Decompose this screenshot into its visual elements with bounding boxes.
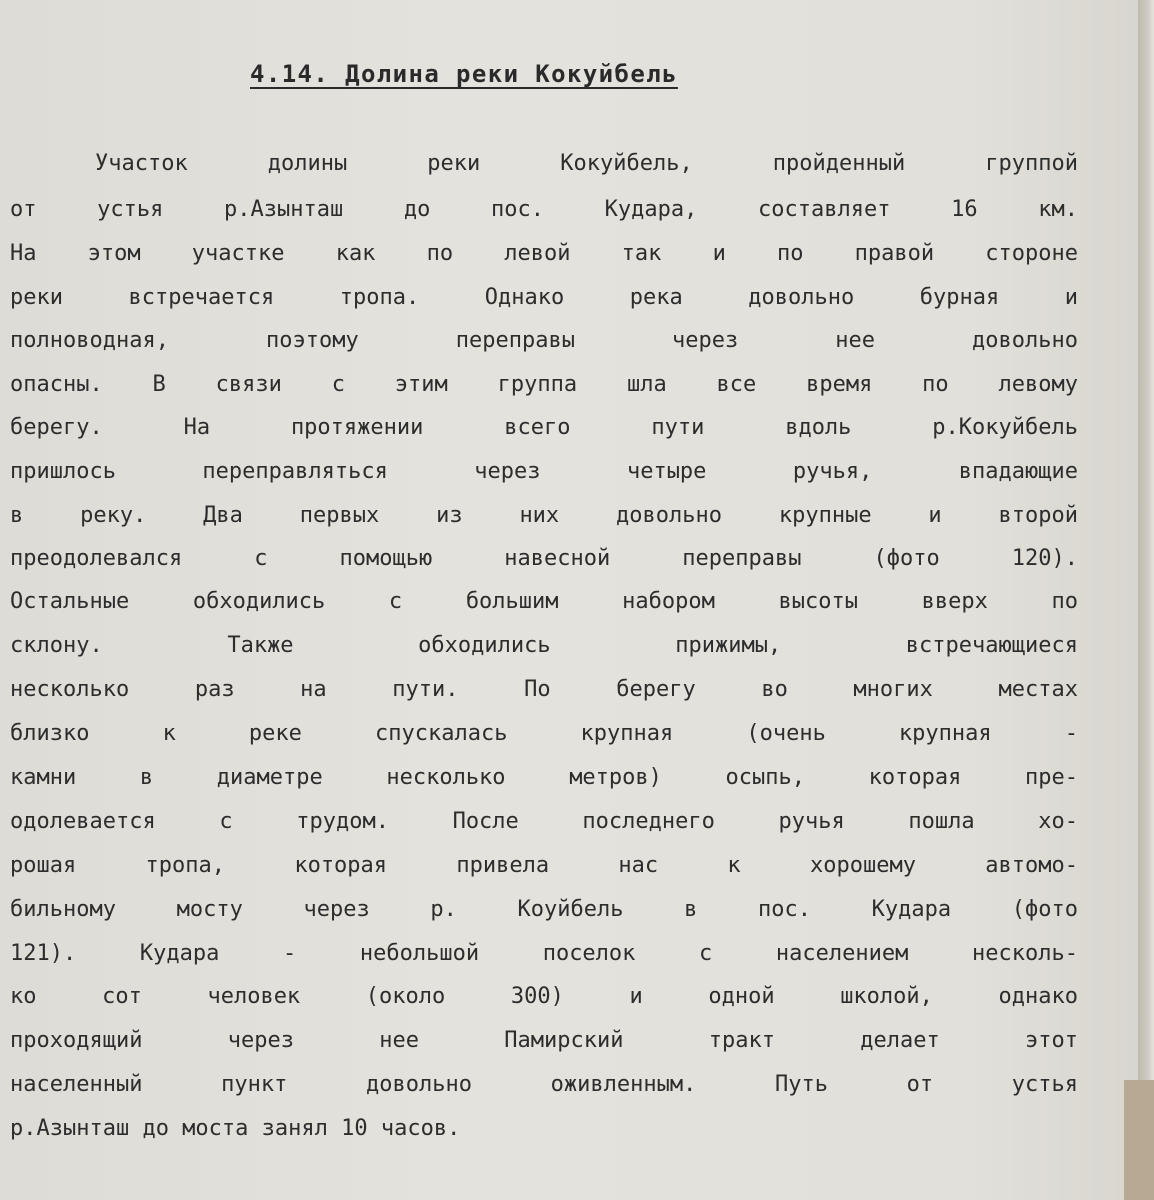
text-line: Остальные обходились с большим набором высоты вверх по	[10, 589, 1078, 614]
text-line: берегу. На протяжении всего пути вдоль р.Кокуйбель	[10, 415, 1078, 440]
text-line: населенный пункт довольно оживленным. Путь от устья	[10, 1072, 1078, 1097]
section-title: 4.14. Долина реки Кокуйбель	[250, 60, 678, 88]
text-line: опасны. В связи с этим группа шла все время по левому	[10, 372, 1078, 397]
text-line: камни в диаметре несколько метров) осыпь, которая пре-	[10, 765, 1078, 790]
text-line: в реку. Два первых из них довольно крупные и второй	[10, 503, 1078, 528]
text-line: преодолевался с помощью навесной переправы (фото 120).	[10, 546, 1078, 571]
text-line: На этом участке как по левой так и по правой стороне	[10, 241, 1078, 266]
text-line: пришлось переправляться через четыре ручья, впадающие	[10, 459, 1078, 484]
text-line: от устья р.Азынташ до пос. Кудара, составляет 16 км.	[10, 197, 1078, 222]
text-line: Участок долины реки Кокуйбель, пройденный группой	[95, 151, 1078, 176]
text-line: рошая тропа, которая привела нас к хорошему автомо-	[10, 853, 1078, 878]
text-line: несколько раз на пути. По берегу во многих местах	[10, 677, 1078, 702]
text-line: 121). Кудара - небольшой поселок с населением несколь-	[10, 941, 1078, 966]
text-line: бильному мосту через р. Коуйбель в пос. Кудара (фото	[10, 897, 1078, 922]
text-line: склону. Также обходились прижимы, встречающиеся	[10, 633, 1078, 658]
text-line: близко к реке спускалась крупная (очень крупная -	[10, 721, 1078, 746]
text-line: проходящий через нее Памирский тракт делает этот	[10, 1028, 1078, 1053]
corner-tab	[1124, 1080, 1154, 1200]
text-line: ко сот человек (около 300) и одной школой, однако	[10, 984, 1078, 1009]
text-line: р.Азынташ до моста занял 10 часов.	[10, 1116, 461, 1141]
text-line: одолевается с трудом. После последнего ручья пошла хо-	[10, 809, 1078, 834]
text-line: реки встречается тропа. Однако река довольно бурная и	[10, 285, 1078, 310]
text-line: полноводная, поэтому переправы через нее довольно	[10, 328, 1078, 353]
page-edge	[1138, 0, 1154, 1200]
